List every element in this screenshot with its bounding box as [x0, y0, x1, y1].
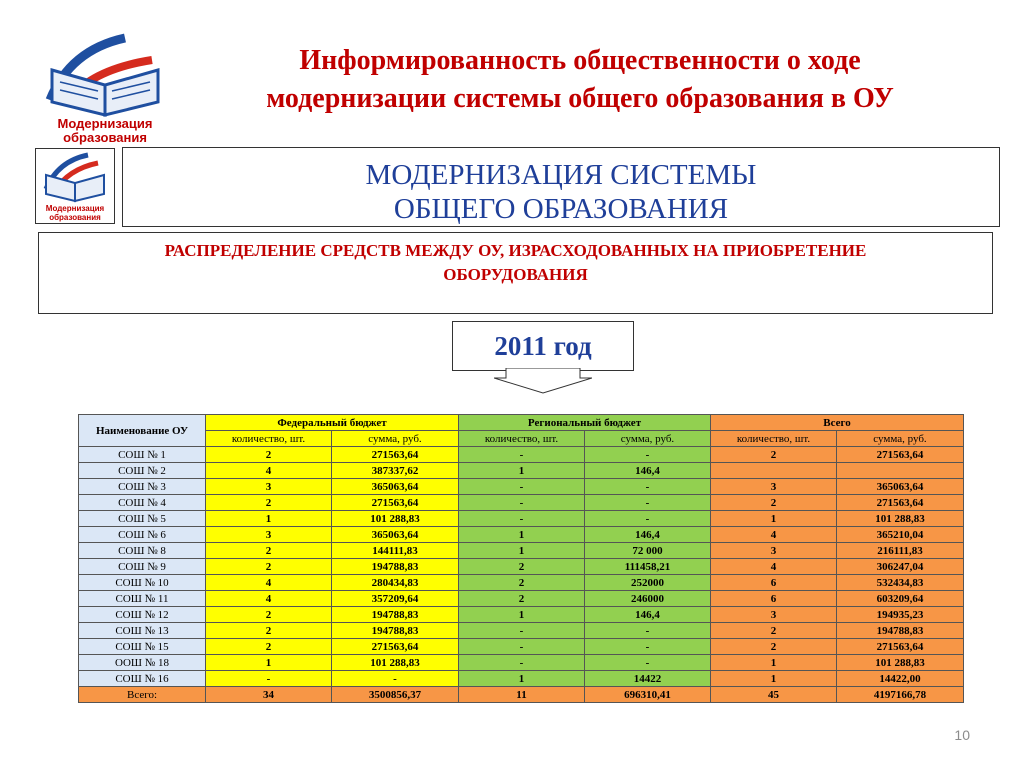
table-row — [79, 575, 964, 591]
total-cell-total-sum: 4197166,78 — [837, 687, 964, 703]
cell-total-sum: 14422,00 — [837, 671, 964, 687]
cell-federal-qty: 4 — [206, 575, 332, 591]
subtitle-line-2: ОБОРУДОВАНИЯ — [443, 265, 588, 284]
cell-name: СОШ № 13 — [79, 623, 206, 639]
cell-federal-qty: 4 — [206, 591, 332, 607]
cell-regional-sum: 246000 — [585, 591, 711, 607]
title-line-1: Информированность общественности о ходе — [299, 45, 861, 76]
cell-name: СОШ № 6 — [79, 527, 206, 543]
subheader-regional-sum: сумма, руб. — [585, 431, 711, 447]
table-row — [79, 623, 964, 639]
cell-regional-qty: - — [459, 495, 585, 511]
cell-federal-qty: 2 — [206, 495, 332, 511]
cell-total-qty: 1 — [711, 511, 837, 527]
subheader-total-qty: количество, шт. — [711, 431, 837, 447]
cell-federal-sum: 365063,64 — [332, 527, 459, 543]
cell-regional-qty: 1 — [459, 543, 585, 559]
cell-regional-sum: - — [585, 639, 711, 655]
cell-regional-sum: - — [585, 623, 711, 639]
cell-regional-sum: 72 000 — [585, 543, 711, 559]
cell-regional-qty: - — [459, 639, 585, 655]
year-box: 2011 год — [452, 321, 634, 371]
cell-name: СОШ № 10 — [79, 575, 206, 591]
cell-regional-sum: 146,4 — [585, 607, 711, 623]
total-cell-regional-sum: 696310,41 — [585, 687, 711, 703]
cell-total-qty: 6 — [711, 575, 837, 591]
svg-text:образования: образования — [49, 213, 101, 222]
cell-total-sum: 194788,83 — [837, 623, 964, 639]
cell-regional-sum: 111458,21 — [585, 559, 711, 575]
cell-federal-sum: 101 288,83 — [332, 511, 459, 527]
cell-regional-sum: - — [585, 655, 711, 671]
cell-name: СОШ № 1 — [79, 447, 206, 463]
cell-total-sum: 306247,04 — [837, 559, 964, 575]
cell-federal-qty: 1 — [206, 511, 332, 527]
svg-text:образования: образования — [63, 130, 147, 145]
cell-federal-sum: 271563,64 — [332, 495, 459, 511]
cell-total-sum: 101 288,83 — [837, 655, 964, 671]
cell-regional-qty: 2 — [459, 575, 585, 591]
logo-large — [30, 30, 180, 145]
cell-name: СОШ № 16 — [79, 671, 206, 687]
cell-total-sum: 603209,64 — [837, 591, 964, 607]
table-row — [79, 559, 964, 575]
cell-total-sum: 365063,64 — [837, 479, 964, 495]
subheader-federal-sum: сумма, руб. — [332, 431, 459, 447]
cell-total-qty: 2 — [711, 495, 837, 511]
table-header-row — [79, 415, 964, 431]
cell-total-qty: 3 — [711, 543, 837, 559]
cell-name: ООШ № 18 — [79, 655, 206, 671]
page-title — [190, 42, 970, 118]
table-row — [79, 479, 964, 495]
header-name: Наименование ОУ — [79, 415, 206, 447]
cell-total-sum: 101 288,83 — [837, 511, 964, 527]
table-row — [79, 447, 964, 463]
cell-federal-sum: 194788,83 — [332, 559, 459, 575]
header-regional: Региональный бюджет — [459, 415, 711, 431]
svg-text:Модернизация: Модернизация — [57, 116, 153, 131]
cell-federal-qty: - — [206, 671, 332, 687]
cell-federal-sum: 101 288,83 — [332, 655, 459, 671]
subtitle-line-1: РАСПРЕДЕЛЕНИЕ СРЕДСТВ МЕЖДУ ОУ, ИЗРАСХОДОВАННЫХ НА ПРИОБРЕТЕНИЕ — [164, 241, 867, 260]
cell-federal-qty: 2 — [206, 639, 332, 655]
cell-federal-sum: 194788,83 — [332, 607, 459, 623]
subheader-regional-qty: количество, шт. — [459, 431, 585, 447]
cell-total-sum: 271563,64 — [837, 639, 964, 655]
banner-line-1: МОДЕРНИЗАЦИЯ СИСТЕМЫ — [365, 159, 757, 191]
total-cell-name: Всего: — [79, 687, 206, 703]
table-row — [79, 463, 964, 479]
cell-name: СОШ № 11 — [79, 591, 206, 607]
cell-federal-qty: 2 — [206, 543, 332, 559]
table-row — [79, 527, 964, 543]
subtitle-box — [38, 232, 993, 314]
cell-regional-sum: - — [585, 495, 711, 511]
cell-federal-sum: 271563,64 — [332, 447, 459, 463]
cell-name: СОШ № 2 — [79, 463, 206, 479]
cell-name: СОШ № 12 — [79, 607, 206, 623]
cell-total-sum: 194935,23 — [837, 607, 964, 623]
cell-regional-qty: - — [459, 511, 585, 527]
cell-regional-qty: 1 — [459, 671, 585, 687]
subheader-federal-qty: количество, шт. — [206, 431, 332, 447]
cell-regional-sum: 146,4 — [585, 527, 711, 543]
cell-federal-sum: 194788,83 — [332, 623, 459, 639]
logo-small — [35, 148, 115, 224]
cell-total-sum: 271563,64 — [837, 447, 964, 463]
cell-total-sum — [837, 463, 964, 479]
cell-regional-sum: 146,4 — [585, 463, 711, 479]
cell-federal-qty: 3 — [206, 527, 332, 543]
cell-federal-sum: 365063,64 — [332, 479, 459, 495]
table-row — [79, 655, 964, 671]
subheader-total-sum: сумма, руб. — [837, 431, 964, 447]
cell-regional-qty: - — [459, 447, 585, 463]
page-number: 10 — [954, 727, 970, 743]
cell-federal-sum: 387337,62 — [332, 463, 459, 479]
table-subheader-row — [79, 431, 964, 447]
cell-regional-sum: - — [585, 447, 711, 463]
cell-federal-qty: 2 — [206, 607, 332, 623]
cell-regional-qty: 1 — [459, 607, 585, 623]
funds-table — [78, 414, 964, 703]
cell-regional-sum: - — [585, 511, 711, 527]
cell-regional-qty: 2 — [459, 559, 585, 575]
cell-regional-qty: - — [459, 623, 585, 639]
total-cell-federal-sum: 3500856,37 — [332, 687, 459, 703]
table-row — [79, 511, 964, 527]
cell-federal-qty: 2 — [206, 447, 332, 463]
table-row — [79, 671, 964, 687]
cell-federal-sum: - — [332, 671, 459, 687]
cell-total-qty: 2 — [711, 639, 837, 655]
cell-federal-sum: 280434,83 — [332, 575, 459, 591]
book-flag-logo-icon — [30, 30, 180, 145]
cell-total-qty: 2 — [711, 623, 837, 639]
cell-federal-sum: 144111,83 — [332, 543, 459, 559]
cell-name: СОШ № 9 — [79, 559, 206, 575]
cell-regional-sum: 252000 — [585, 575, 711, 591]
cell-federal-qty: 2 — [206, 559, 332, 575]
table-total-row — [79, 687, 964, 703]
cell-regional-qty: - — [459, 479, 585, 495]
book-flag-logo-small-icon — [36, 149, 114, 223]
cell-name: СОШ № 3 — [79, 479, 206, 495]
title-line-2: модернизации системы общего образования в ОУ — [266, 83, 894, 114]
cell-name: СОШ № 15 — [79, 639, 206, 655]
cell-federal-qty: 2 — [206, 623, 332, 639]
cell-total-qty: 4 — [711, 527, 837, 543]
cell-regional-qty: - — [459, 655, 585, 671]
cell-total-qty: 4 — [711, 559, 837, 575]
svg-text:Модернизация: Модернизация — [45, 204, 105, 213]
down-arrow-icon — [494, 368, 592, 394]
cell-total-sum: 216111,83 — [837, 543, 964, 559]
cell-total-sum: 365210,04 — [837, 527, 964, 543]
table-row — [79, 543, 964, 559]
table-row — [79, 591, 964, 607]
cell-total-qty: 3 — [711, 607, 837, 623]
cell-name: СОШ № 4 — [79, 495, 206, 511]
cell-federal-qty: 1 — [206, 655, 332, 671]
cell-regional-qty: 1 — [459, 527, 585, 543]
total-cell-total-qty: 45 — [711, 687, 837, 703]
cell-federal-qty: 4 — [206, 463, 332, 479]
cell-total-sum: 271563,64 — [837, 495, 964, 511]
cell-regional-sum: 14422 — [585, 671, 711, 687]
header-total: Всего — [711, 415, 964, 431]
cell-total-qty: 3 — [711, 479, 837, 495]
cell-regional-qty: 1 — [459, 463, 585, 479]
banner-box — [122, 147, 1000, 227]
banner-line-2: ОБЩЕГО ОБРАЗОВАНИЯ — [393, 193, 729, 225]
cell-regional-sum: - — [585, 479, 711, 495]
cell-total-qty: 1 — [711, 655, 837, 671]
cell-name: СОШ № 5 — [79, 511, 206, 527]
cell-regional-qty: 2 — [459, 591, 585, 607]
cell-federal-sum: 271563,64 — [332, 639, 459, 655]
table-row — [79, 607, 964, 623]
cell-total-sum: 532434,83 — [837, 575, 964, 591]
total-cell-federal-qty: 34 — [206, 687, 332, 703]
cell-name: СОШ № 8 — [79, 543, 206, 559]
cell-federal-qty: 3 — [206, 479, 332, 495]
table-row — [79, 495, 964, 511]
cell-total-qty — [711, 463, 837, 479]
cell-total-qty: 1 — [711, 671, 837, 687]
header-federal: Федеральный бюджет — [206, 415, 459, 431]
cell-federal-sum: 357209,64 — [332, 591, 459, 607]
cell-total-qty: 6 — [711, 591, 837, 607]
total-cell-regional-qty: 11 — [459, 687, 585, 703]
cell-total-qty: 2 — [711, 447, 837, 463]
table-row — [79, 639, 964, 655]
